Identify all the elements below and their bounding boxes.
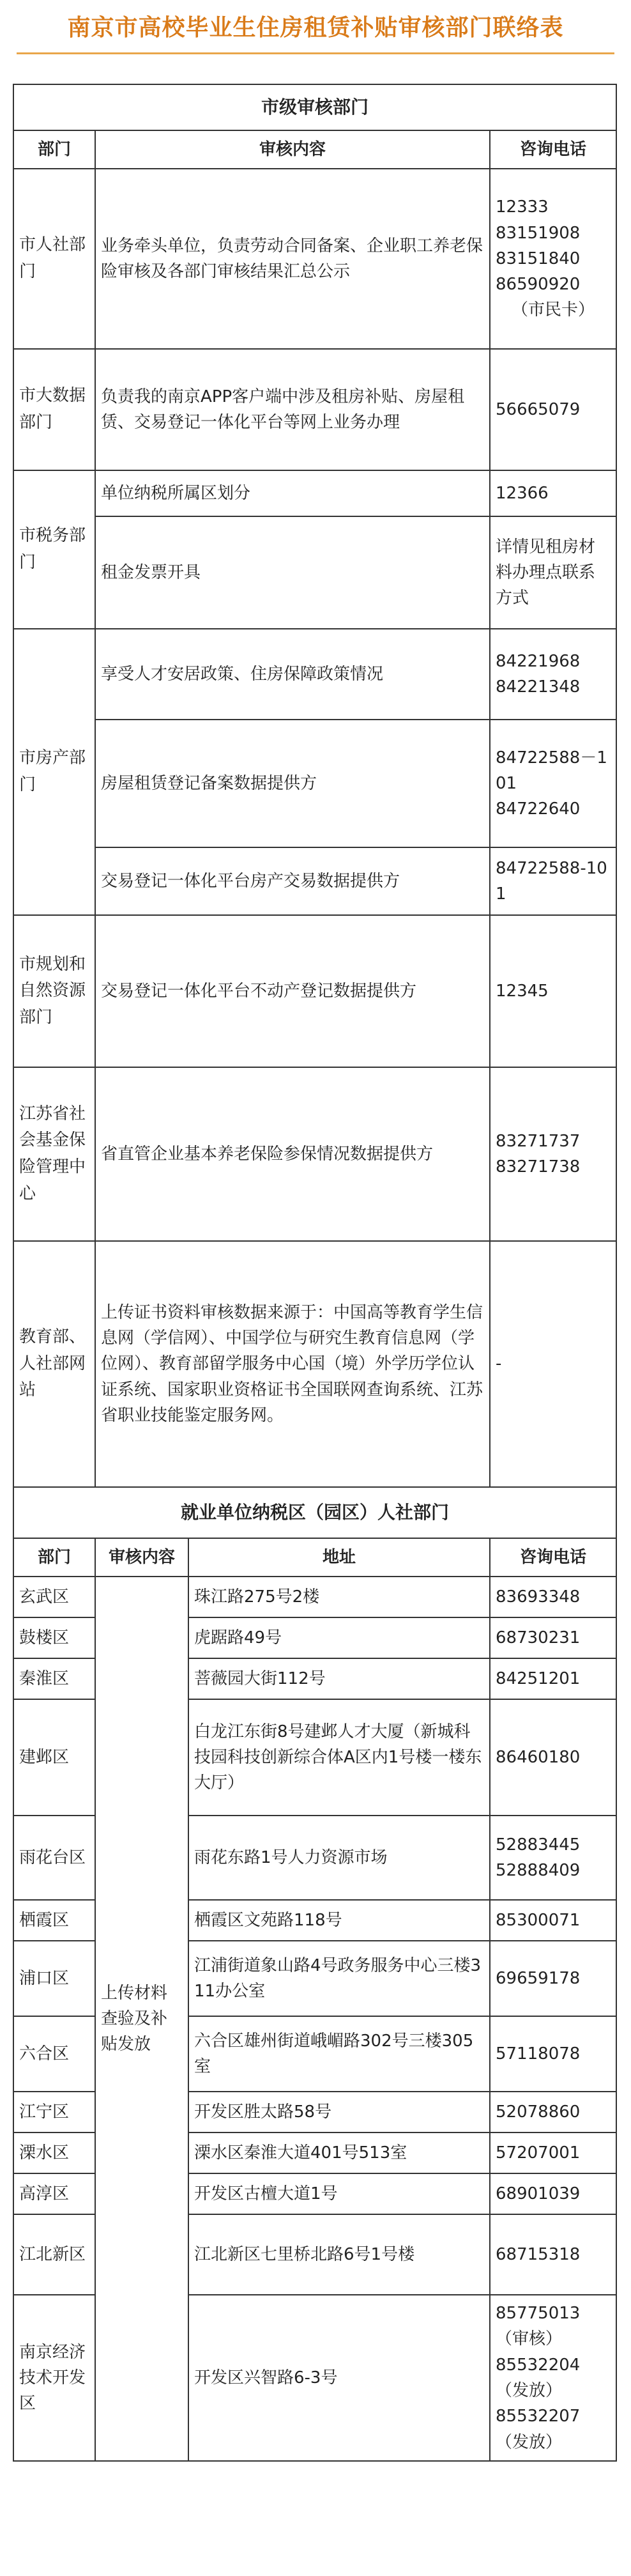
phone-cell: 57118078 (490, 2016, 616, 2092)
address-cell: 开发区古檀大道1号 (188, 2173, 490, 2214)
dept-cell: 市人社部门 (13, 169, 95, 349)
address-cell: 虎踞路49号 (188, 1617, 490, 1658)
section1-heading: 市级审核部门 (13, 84, 616, 130)
col-header-content: 审核内容 (95, 130, 490, 169)
phone-cell: 68901039 (490, 2173, 616, 2214)
dept-cell: 栖霞区 (13, 1900, 95, 1941)
page-title: 南京市高校毕业生住房租赁补贴审核部门联络表 (67, 14, 564, 41)
phone-cell: 86460180 (490, 1699, 616, 1816)
col-header-phone: 咨询电话 (490, 1538, 616, 1577)
dept-cell: 江北新区 (13, 2214, 95, 2295)
address-cell: 开发区兴智路6-3号 (188, 2295, 490, 2461)
address-cell: 菩薇园大街112号 (188, 1658, 490, 1699)
content-cell: 负责我的南京APP客户端中涉及租房补贴、房屋租赁、交易登记一体化平台等网上业务办理 (95, 349, 490, 470)
content-cell: 房屋租赁登记备案数据提供方 (95, 720, 490, 847)
address-cell: 江北新区七里桥北路6号1号楼 (188, 2214, 490, 2295)
col-header-address: 地址 (188, 1538, 490, 1577)
address-cell: 白龙江东街8号建邺人才大厦（新城科技园科技创新综合体A区内1号楼一楼东大厅） (188, 1699, 490, 1816)
phone-cell: 56665079 (490, 349, 616, 470)
phone-cell: 52078860 (490, 2092, 616, 2133)
content-cell: 交易登记一体化平台房产交易数据提供方 (95, 847, 490, 915)
table-row (13, 847, 616, 915)
dept-cell: 市税务部门 (13, 470, 95, 629)
dept-cell: 建邺区 (13, 1699, 95, 1816)
dept-cell: 江苏省社会基金保险管理中心 (13, 1067, 95, 1241)
phone-cell: 12366 (490, 470, 616, 516)
phone-cell: - (490, 1241, 616, 1487)
dept-cell: 溧水区 (13, 2133, 95, 2173)
dept-cell: 六合区 (13, 2016, 95, 2092)
table-row (13, 915, 616, 1067)
address-cell: 开发区胜太路58号 (188, 2092, 490, 2133)
dept-cell: 高淳区 (13, 2173, 95, 2214)
phone-cell: 84722588-101 (490, 847, 616, 915)
table-row (13, 349, 616, 470)
phone-cell: 68730231 (490, 1617, 616, 1658)
content-cell: 业务牵头单位，负责劳动合同备案、企业职工养老保险审核及各部门审核结果汇总公示 (95, 169, 490, 349)
address-cell: 雨花东路1号人力资源市场 (188, 1816, 490, 1900)
phone-cell: 85300071 (490, 1900, 616, 1941)
table-row (13, 1577, 616, 1617)
phone-cell: 57207001 (490, 2133, 616, 2173)
phone-cell: 83693348 (490, 1577, 616, 1617)
content-cell: 上传证书资料审核数据来源于：中国高等教育学生信息网（学信网）、中国学位与研究生教育信息网（学位网）、教育部留学服务中心国（境）外学历学位认证系统、国家职业资格证书全国联网查询系统、江苏省职业技能鉴定服务网。 (95, 1241, 490, 1487)
phone-cell: 84251201 (490, 1658, 616, 1699)
dept-cell: 浦口区 (13, 1941, 95, 2016)
col-header-dept: 部门 (13, 1538, 95, 1577)
phone-cell: 详情见租房材料办理点联系方式 (490, 516, 616, 629)
dept-cell: 南京经济技术开发区 (13, 2295, 95, 2461)
dept-cell: 玄武区 (13, 1577, 95, 1617)
table-row (13, 169, 616, 349)
dept-cell: 市房产部门 (13, 629, 95, 915)
table-row (13, 1241, 616, 1487)
content-cell: 省直管企业基本养老保险参保情况数据提供方 (95, 1067, 490, 1241)
address-cell: 六合区雄州街道峨嵋路302号三楼305室 (188, 2016, 490, 2092)
dept-cell: 市规划和自然资源部门 (13, 915, 95, 1067)
phone-cell: 12333 83151908 83151840 86590920 （市民卡） (490, 169, 616, 349)
table-row (13, 1067, 616, 1241)
city-departments-table (13, 84, 617, 1488)
phone-cell: 69659178 (490, 1941, 616, 2016)
dept-cell: 秦淮区 (13, 1658, 95, 1699)
table-row (13, 720, 616, 847)
phone-cell: 83271737 83271738 (490, 1067, 616, 1241)
content-cell: 交易登记一体化平台不动产登记数据提供方 (95, 915, 490, 1067)
content-cell: 租金发票开具 (95, 516, 490, 629)
phone-cell: 84722588－101 84722640 (490, 720, 616, 847)
dept-cell: 市大数据部门 (13, 349, 95, 470)
col-header-content: 审核内容 (95, 1538, 188, 1577)
table-row (13, 470, 616, 516)
col-header-phone: 咨询电话 (490, 130, 616, 169)
phone-cell: 85775013（审核） 85532204（发放） 85532207（发放） (490, 2295, 616, 2461)
phone-cell: 52883445 52888409 (490, 1816, 616, 1900)
content-cell: 享受人才安居政策、住房保障政策情况 (95, 629, 490, 720)
content-cell: 单位纳税所属区划分 (95, 470, 490, 516)
dept-cell: 鼓楼区 (13, 1617, 95, 1658)
address-cell: 珠江路275号2楼 (188, 1577, 490, 1617)
phone-cell: 12345 (490, 915, 616, 1067)
content-cell: 上传材料查验及补贴发放 (95, 1577, 188, 2461)
dept-cell: 教育部、人社部网站 (13, 1241, 95, 1487)
address-cell: 栖霞区文苑路118号 (188, 1900, 490, 1941)
phone-cell: 84221968 84221348 (490, 629, 616, 720)
address-cell: 溧水区秦淮大道401号513室 (188, 2133, 490, 2173)
title-underline (17, 52, 614, 54)
table-row (13, 516, 616, 629)
dept-cell: 雨花台区 (13, 1816, 95, 1900)
section2-heading: 就业单位纳税区（园区）人社部门 (13, 1487, 616, 1538)
col-header-dept: 部门 (13, 130, 95, 169)
phone-cell: 68715318 (490, 2214, 616, 2295)
table-row (13, 629, 616, 720)
address-cell: 江浦街道象山路4号政务服务中心三楼311办公室 (188, 1941, 490, 2016)
district-departments-table (13, 1486, 617, 2462)
dept-cell: 江宁区 (13, 2092, 95, 2133)
